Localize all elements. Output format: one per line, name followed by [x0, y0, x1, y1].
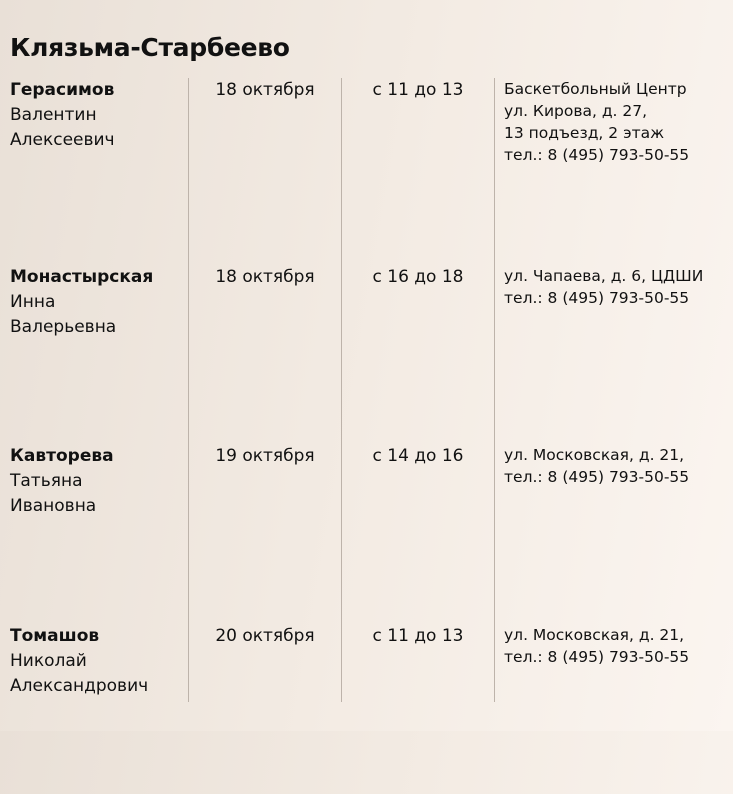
address-line: ул. Кирова, д. 27, [504, 102, 648, 120]
person-first-name: Николай [10, 651, 87, 671]
phone-line: тел.: 8 (495) 793-50-55 [504, 648, 690, 666]
page-title: Клязьма-Старбеево [10, 33, 290, 62]
reception-time: с 11 до 13 [372, 80, 464, 100]
phone-line: тел.: 8 (495) 793-50-55 [504, 468, 690, 486]
reception-address [504, 265, 703, 309]
address-line: Баскетбольный Центр [504, 80, 687, 98]
reception-date: 20 октября [215, 626, 315, 646]
person-surname: Кавторева [10, 446, 114, 466]
reception-time: с 14 до 16 [372, 446, 464, 466]
address-line: 13 подъезд, 2 этаж [504, 124, 665, 142]
person-surname: Монастырская [10, 267, 154, 287]
reception-date: 18 октября [215, 80, 315, 100]
table-row [0, 624, 733, 794]
person-name [10, 444, 114, 519]
reception-time: с 16 до 18 [372, 267, 464, 287]
address-line: ул. Чапаева, д. 6, ЦДШИ [504, 267, 704, 285]
person-first-name: Валентин [10, 105, 97, 125]
reception-date: 19 октября [215, 446, 315, 466]
person-patronymic: Ивановна [10, 496, 97, 516]
address-line: ул. Московская, д. 21, [504, 626, 685, 644]
person-patronymic: Валерьевна [10, 317, 117, 337]
reception-address [504, 78, 689, 166]
address-line: ул. Московская, д. 21, [504, 446, 685, 464]
reception-address [504, 444, 689, 488]
person-name [10, 265, 153, 340]
person-name [10, 624, 148, 699]
person-surname: Герасимов [10, 80, 115, 100]
table-row [0, 265, 733, 435]
reception-time: с 11 до 13 [372, 626, 464, 646]
reception-address [504, 624, 689, 668]
phone-line: тел.: 8 (495) 793-50-55 [504, 289, 690, 307]
person-name [10, 78, 115, 153]
table-row [0, 78, 733, 248]
person-surname: Томашов [10, 626, 100, 646]
person-first-name: Татьяна [10, 471, 83, 491]
table-row [0, 444, 733, 614]
person-patronymic: Александрович [10, 676, 149, 696]
reception-date: 18 октября [215, 267, 315, 287]
person-first-name: Инна [10, 292, 56, 312]
phone-line: тел.: 8 (495) 793-50-55 [504, 146, 690, 164]
person-patronymic: Алексеевич [10, 130, 115, 150]
